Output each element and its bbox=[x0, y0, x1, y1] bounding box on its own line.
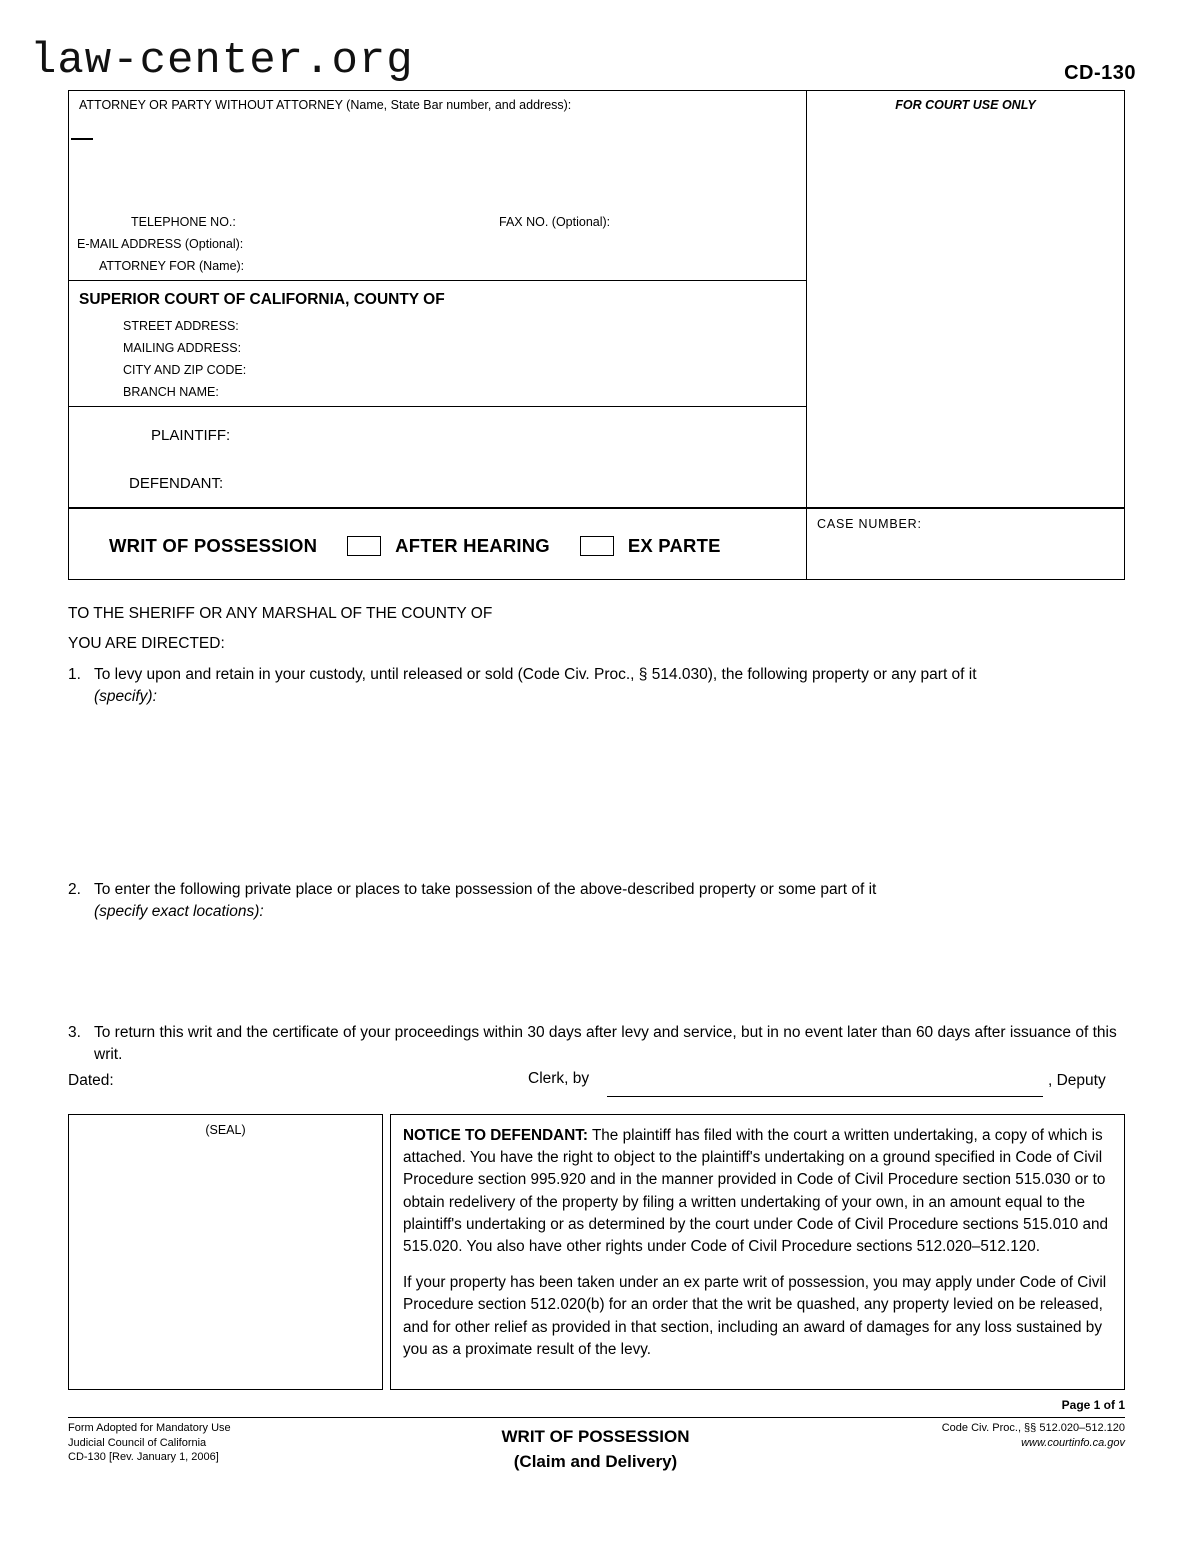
footer-divider bbox=[68, 1417, 1125, 1418]
form-number: CD-130 bbox=[1064, 62, 1136, 84]
directive-item-3 bbox=[68, 1022, 1125, 1066]
notice-paragraph-2: If your property has been taken under an ex parte writ of possession, you may apply under Code of Civil Procedure section 512.020(b) for an order that the writ be quashed, any property levied on be released, and for other relief as provided in that section, including an award of damages for any loss sustained by you as a proximate result of the levy. bbox=[403, 1274, 1107, 1358]
email-label: E-MAIL ADDRESS (Optional): bbox=[77, 237, 244, 251]
bracket-tick-mark bbox=[71, 138, 93, 140]
attorney-for-label: ATTORNEY FOR (Name): bbox=[99, 259, 245, 273]
checkbox-ex-parte[interactable] bbox=[580, 536, 614, 556]
item-1-subtext: (specify): bbox=[94, 688, 157, 705]
item-3-text: To return this writ and the certificate of your proceedings within 30 days after levy and service, but in no event later than 60 days after issuance of this writ. bbox=[94, 1024, 1117, 1063]
item-1-text: To levy upon and retain in your custody, until released or sold (Code Civ. Proc., § 514.030), the following property or any part of it bbox=[94, 666, 977, 683]
seal-box bbox=[68, 1114, 383, 1390]
notice-to-defendant-box bbox=[390, 1114, 1125, 1390]
you-are-directed-line: YOU ARE DIRECTED: bbox=[68, 635, 225, 652]
item-3-number: 3. bbox=[68, 1024, 81, 1041]
footer-citation-info bbox=[942, 1421, 1125, 1450]
to-sheriff-line: TO THE SHERIFF OR ANY MARSHAL OF THE COUNTY OF bbox=[68, 605, 493, 622]
branch-name-label: BRANCH NAME: bbox=[123, 385, 219, 399]
footer-website: www.courtinfo.ca.gov bbox=[1021, 1436, 1125, 1449]
telephone-label: TELEPHONE NO.: bbox=[131, 215, 236, 229]
party-names-box[interactable] bbox=[69, 407, 806, 509]
case-number-label: CASE NUMBER: bbox=[817, 517, 922, 531]
caption-block bbox=[68, 90, 1125, 580]
caption-left-column bbox=[69, 91, 807, 579]
directive-item-1 bbox=[68, 664, 1125, 708]
after-hearing-label: AFTER HEARING bbox=[395, 535, 550, 556]
item-2-text: To enter the following private place or places to take possession of the above-described property or some part of it bbox=[94, 881, 877, 898]
for-court-use-only-box bbox=[807, 91, 1124, 509]
directive-item-2 bbox=[68, 879, 1125, 923]
checkbox-after-hearing[interactable] bbox=[347, 536, 381, 556]
court-info-box[interactable] bbox=[69, 281, 806, 407]
deputy-label: , Deputy bbox=[1048, 1072, 1106, 1089]
footer-adopted-line-1: Form Adopted for Mandatory Use bbox=[68, 1422, 231, 1434]
form-title-box bbox=[69, 509, 806, 579]
footer-adopted-line-2: Judicial Council of California bbox=[68, 1436, 207, 1449]
site-masthead: law-center.org bbox=[30, 36, 414, 86]
item-2-body bbox=[94, 879, 1125, 923]
ex-parte-label: EX PARTE bbox=[627, 535, 721, 556]
dated-label: Dated: bbox=[68, 1072, 114, 1089]
clerk-signature-line[interactable] bbox=[607, 1096, 1043, 1097]
seal-label: (SEAL) bbox=[205, 1123, 246, 1137]
fax-label: FAX NO. (Optional): bbox=[499, 215, 611, 229]
plaintiff-label: PLAINTIFF: bbox=[151, 427, 231, 444]
attorney-info-box[interactable] bbox=[69, 91, 806, 281]
for-court-use-only-label: FOR COURT USE ONLY bbox=[895, 98, 1036, 112]
attorney-field-label: ATTORNEY OR PARTY WITHOUT ATTORNEY (Name, State Bar number, and address): bbox=[79, 98, 572, 112]
defendant-label: DEFENDANT: bbox=[129, 475, 224, 492]
writ-of-possession-title: WRIT OF POSSESSION bbox=[109, 535, 318, 556]
case-number-box[interactable] bbox=[807, 509, 1124, 579]
court-title: SUPERIOR COURT OF CALIFORNIA, COUNTY OF bbox=[79, 291, 445, 308]
footer-adopted-line-3: CD-130 [Rev. January 1, 2006] bbox=[68, 1451, 219, 1463]
item-2-subtext: (specify exact locations): bbox=[94, 903, 264, 920]
page-number: Page 1 of 1 bbox=[1061, 1398, 1125, 1412]
city-zip-label: CITY AND ZIP CODE: bbox=[123, 363, 247, 377]
notice-paragraph-1-text: The plaintiff has filed with the court a written undertaking, a copy of which is attached. You have the right to object to the plaintiff's undertaking on a ground specified in Code of Civil Procedure section 995.920 and in the manner provided in Code of Civil Procedure section 515.030 or to obtain redelivery of the property by filing a written undertaking of your own, in an amount equal to the plaintiff's undertaking or as determined by the court under Code of Civil Procedure sections 515.010 and 515.020. You also have other rights under Code of Civil Procedure sections 512.020–512.120. bbox=[403, 1127, 1109, 1256]
notice-heading: NOTICE TO DEFENDANT: bbox=[403, 1127, 588, 1144]
clerk-by-label: Clerk, by bbox=[528, 1070, 590, 1087]
footer-citation: Code Civ. Proc., §§ 512.020–512.120 bbox=[941, 1422, 1125, 1434]
street-address-label: STREET ADDRESS: bbox=[123, 319, 239, 333]
notice-paragraph-1 bbox=[403, 1125, 1110, 1258]
item-1-body bbox=[94, 664, 1125, 708]
item-2-number: 2. bbox=[68, 881, 81, 898]
writ-title-row bbox=[109, 535, 721, 557]
item-1-number: 1. bbox=[68, 666, 81, 683]
footer-title-subtitle: (Claim and Delivery) bbox=[513, 1452, 678, 1471]
item-3-body bbox=[94, 1022, 1125, 1066]
mailing-address-label: MAILING ADDRESS: bbox=[123, 341, 242, 355]
footer-title-main: WRIT OF POSSESSION bbox=[501, 1427, 690, 1446]
caption-right-column bbox=[807, 91, 1124, 579]
